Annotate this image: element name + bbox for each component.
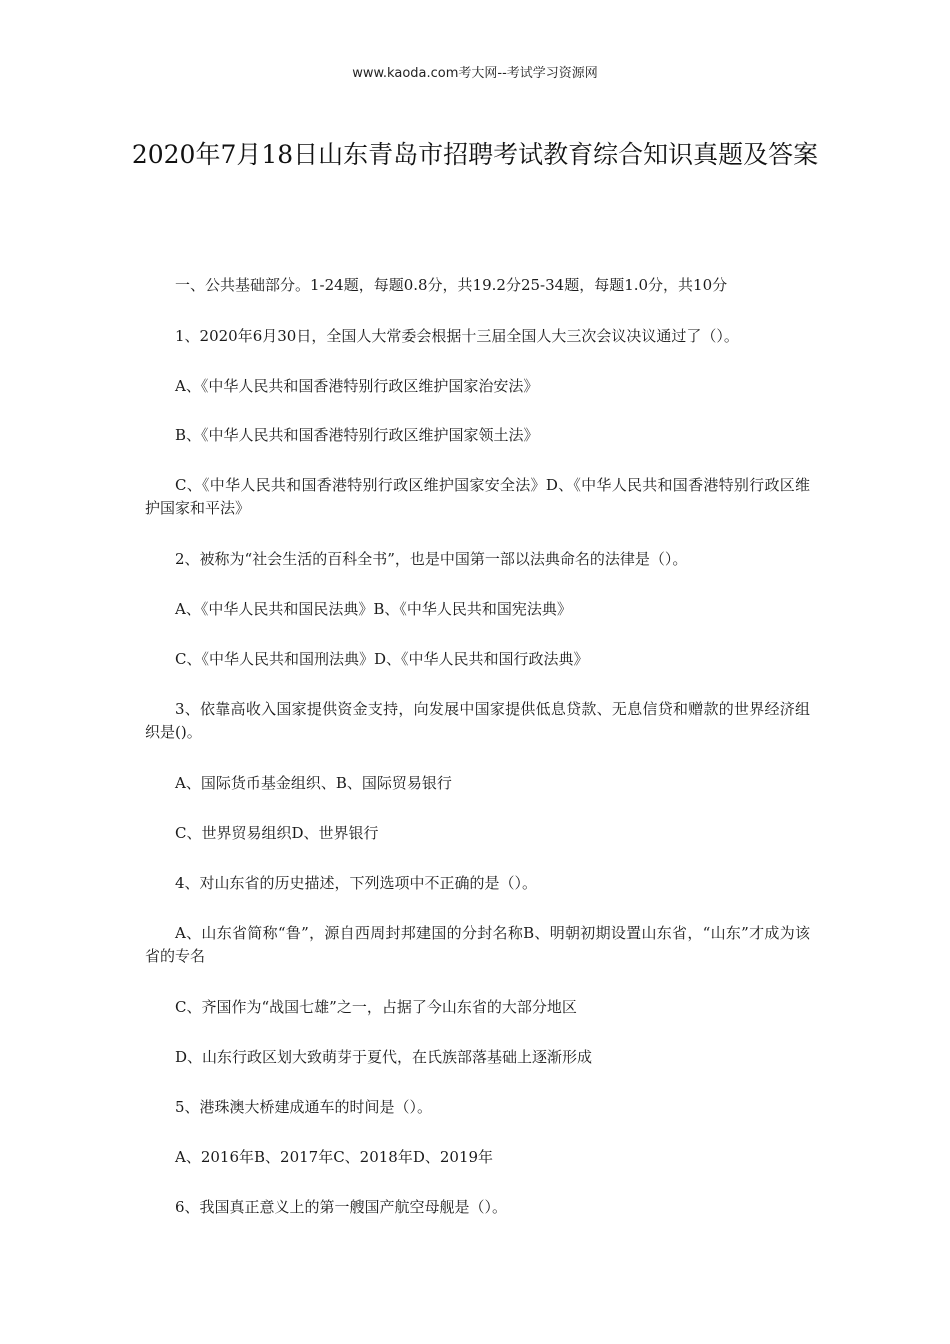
question-5: 5、港珠澳大桥建成通车的时间是（）。 <box>175 1098 433 1116</box>
option-line: C、《中华人民共和国香港特别行政区维护国家安全法》D、《中华人民共和国香港特别行政区维护国家和平法》 <box>145 476 810 517</box>
option-line: D、山东行政区划大致萌芽于夏代，在氏族部落基础上逐渐形成 <box>175 1048 593 1066</box>
site-header: www.kaoda.com考大网--考试学习资源网 <box>352 66 598 81</box>
option-line: B、《中华人民共和国香港特别行政区维护国家领土法》 <box>175 426 539 444</box>
question-6: 6、我国真正意义上的第一艘国产航空母舰是（）。 <box>175 1198 508 1216</box>
option-line: C、《中华人民共和国刑法典》D、《中华人民共和国行政法典》 <box>175 650 589 668</box>
question-1: 1、2020年6月30日，全国人大常委会根据十三届全国人大三次会议决议通过了（）。 <box>175 327 739 345</box>
section-heading: 一、公共基础部分。1-24题，每题0.8分，共19.2分25-34题，每题1.0分，共10分 <box>175 276 728 294</box>
option-line: A、2016年B、2017年C、2018年D、2019年 <box>175 1148 494 1166</box>
question-3: 3、依靠高收入国家提供资金支持，向发展中国家提供低息贷款、无息信贷和赠款的世界经济组织是()。 <box>145 700 810 741</box>
option-line: C、齐国作为“战国七雄”之一，占据了今山东省的大部分地区 <box>175 998 577 1016</box>
page-title: 2020年7月18日山东青岛市招聘考试教育综合知识真题及答案 <box>131 140 819 169</box>
option-line: C、世界贸易组织D、世界银行 <box>175 824 379 842</box>
option-line: A、山东省简称“鲁”，源自西周封邦建国的分封名称B、明朝初期设置山东省，“山东”才成为该省的专名 <box>145 924 810 965</box>
option-line: A、《中华人民共和国民法典》B、《中华人民共和国宪法典》 <box>175 600 572 618</box>
question-2: 2、被称为“社会生活的百科全书”，也是中国第一部以法典命名的法律是（）。 <box>175 550 688 568</box>
option-line: A、国际货币基金组织、B、国际贸易银行 <box>175 774 452 792</box>
option-line: A、《中华人民共和国香港特别行政区维护国家治安法》 <box>175 377 539 395</box>
question-4: 4、对山东省的历史描述，下列选项中不正确的是（）。 <box>175 874 538 892</box>
